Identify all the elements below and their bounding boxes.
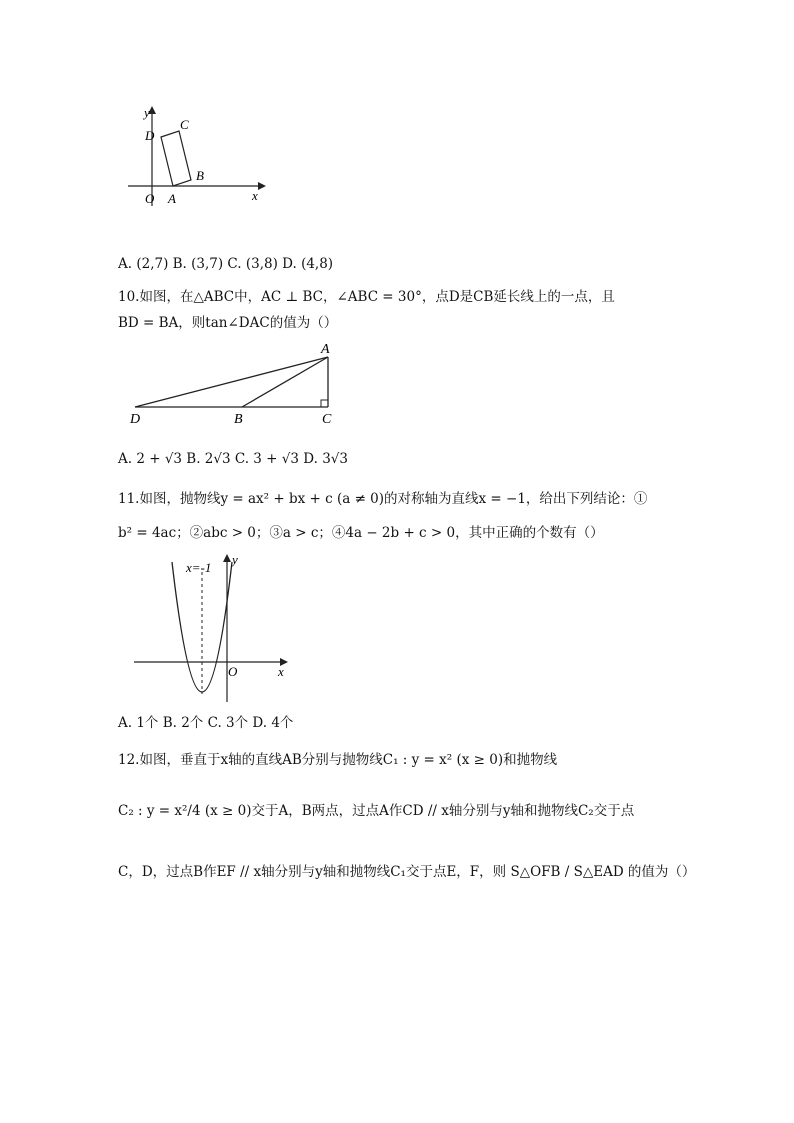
q11-line1: 11.如图，抛物线y = ax² + bx + c (a ≠ 0)的对称轴为直线x = −1，给出下列结论：①: [118, 491, 648, 507]
label-c: C: [180, 117, 189, 132]
label-a: A: [321, 342, 330, 357]
q12-line3: C，D，过点B作EF // x轴分别与y轴和抛物线C₁交于点E，F，则 S△OFB / S△EAD 的值为（）: [118, 864, 696, 880]
label-y: y: [144, 105, 150, 120]
q10-options: A. 2 + √3 B. 2√3 C. 3 + √3 D. 3√3: [118, 451, 348, 467]
q12-line2: C₂ : y = x²/4 (x ≥ 0)交于A，B两点，过点A作CD // x轴分别与y轴和抛物线C₂交于点: [118, 803, 635, 819]
segment-da: [135, 357, 328, 407]
q12-line1: 12.如图，垂直于x轴的直线AB分别与抛物线C₁ : y = x² (x ≥ 0)和抛物线: [118, 752, 558, 768]
label-o: O: [145, 191, 155, 206]
segment-ba: [242, 357, 328, 407]
label-d: D: [145, 128, 155, 143]
q9-options: A. (2,7) B. (3,7) C. (3,8) D. (4,8): [118, 256, 334, 272]
q10-line2: BD = BA，则tan∠DAC的值为（）: [118, 315, 338, 331]
rectangle-abcd: [161, 131, 191, 186]
q11-figure: [130, 552, 295, 704]
label-c: C: [322, 412, 332, 427]
q10-line1: 10.如图，在△ABC中，AC ⊥ BC，∠ABC = 30°，点D是CB延长线上的一点，且: [118, 289, 615, 305]
label-x: x: [278, 664, 284, 679]
x-axis-arrow: [258, 182, 266, 190]
symmetry-axis-label: x=-1: [186, 560, 212, 575]
q11-line2: b² = 4ac；②abc > 0；③a > c；④4a − 2b + c > 0，其中正确的个数有（）: [118, 525, 604, 541]
label-y: y: [232, 552, 238, 567]
q10-figure: [125, 336, 345, 428]
q9-figure: [118, 100, 268, 210]
label-o: O: [228, 664, 238, 679]
y-axis-arrow: [223, 554, 231, 562]
label-x: x: [252, 188, 258, 203]
label-a: A: [168, 191, 176, 206]
label-d: D: [130, 412, 141, 427]
q11-options: A. 1个 B. 2个 C. 3个 D. 4个: [118, 715, 294, 731]
label-b: B: [234, 412, 243, 427]
label-b: B: [196, 168, 204, 183]
right-angle-mark: [321, 400, 328, 407]
